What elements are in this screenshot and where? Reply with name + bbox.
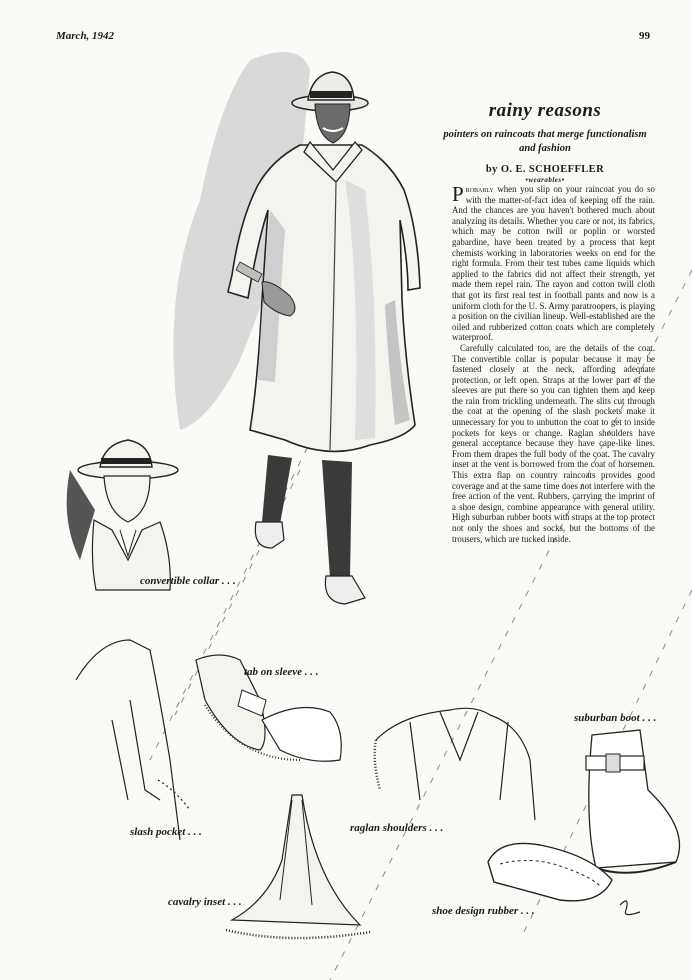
caption-raglan-shoulders: raglan shoulders . . .	[350, 822, 444, 834]
lead-word: robably	[465, 184, 494, 194]
caption-suburban-boot: suburban boot . . .	[574, 712, 657, 724]
caption-cavalry-inset: cavalry inset . . .	[168, 896, 242, 908]
article-title: rainy reasons	[488, 100, 602, 121]
caption-shoe-design-rubber: shoe design rubber . . .	[432, 905, 535, 917]
convertible-collar-illustration	[67, 440, 178, 590]
cavalry-inset-illustration	[226, 795, 370, 938]
raglan-shoulders-illustration	[375, 708, 535, 820]
caption-convertible-collar: convertible collar . . .	[140, 575, 236, 587]
title-block	[440, 100, 650, 184]
drop-cap: P	[452, 182, 464, 206]
page-number: 99	[639, 30, 650, 42]
artist-signature	[620, 901, 640, 915]
article-subtitle: pointers on raincoats that merge functionalism and fashion	[443, 129, 647, 154]
article-byline: by O. E. SCHOEFFLER	[485, 164, 605, 175]
paragraph-1-text: when you slip on your raincoat you do so with the matter-of-fact idea of keeping off the rain. And the chances are you haven't bothered much about analyzing its details. Whether you care or not, its fabrics, which may be cotton twill or poplin or worsted gabardine, have been treated by a process that kept chemists working in laboratories weeks on end for the right formula. From their test tubes came liquids which applied to the fabrics did not affect their strength, yet made them repel rain. The rayon and cotton twill cloth that got its first real test in football pants and now is a uniform cloth for the U. S. Army paratroopers, is playing a position on the civilian lineup. Well-established are the oiled and rubberized cotton coats which are completely waterproof.	[452, 184, 655, 343]
byline-tag: •wearables•	[525, 176, 565, 184]
slash-pocket-illustration	[76, 640, 190, 840]
paragraph-1	[452, 184, 655, 343]
suburban-boot-illustration	[586, 730, 680, 873]
paragraph-2: Carefully calculated too, are the details of the coat. The convertible collar is popular because it may be fastened closely at the neck, affording adequate protection, or left open. Straps at the lower part of the sleeves are put there so you can tighten them and keep the rain from trickling underneath. The slits cut through the coat at the opening of the slash pockets make it unnecessary for you to unbutton the coat to get to inside pockets for keys or change. Raglan shoulders have general acceptance because they have cape-like lines. From them drapes the full body of the coat. The cavalry inset at the vent is borrowed from the coat of horsemen. This extra flap on country raincoats provides good coverage and at the same time does not interfere with the free action of the vent. Rubbers, carrying the imprint of a shoe design, combine appearance with general utility. High suburban rubber boots with straps at the top protect not only the shoes and socks, but the bottoms of the trousers, which are tucked inside.	[452, 342, 655, 544]
caption-tab-on-sleeve: tab on sleeve . . .	[244, 666, 319, 678]
article-body	[452, 184, 655, 544]
issue-date: March, 1942	[56, 30, 115, 42]
caption-slash-pocket: slash pocket . . .	[130, 826, 202, 838]
